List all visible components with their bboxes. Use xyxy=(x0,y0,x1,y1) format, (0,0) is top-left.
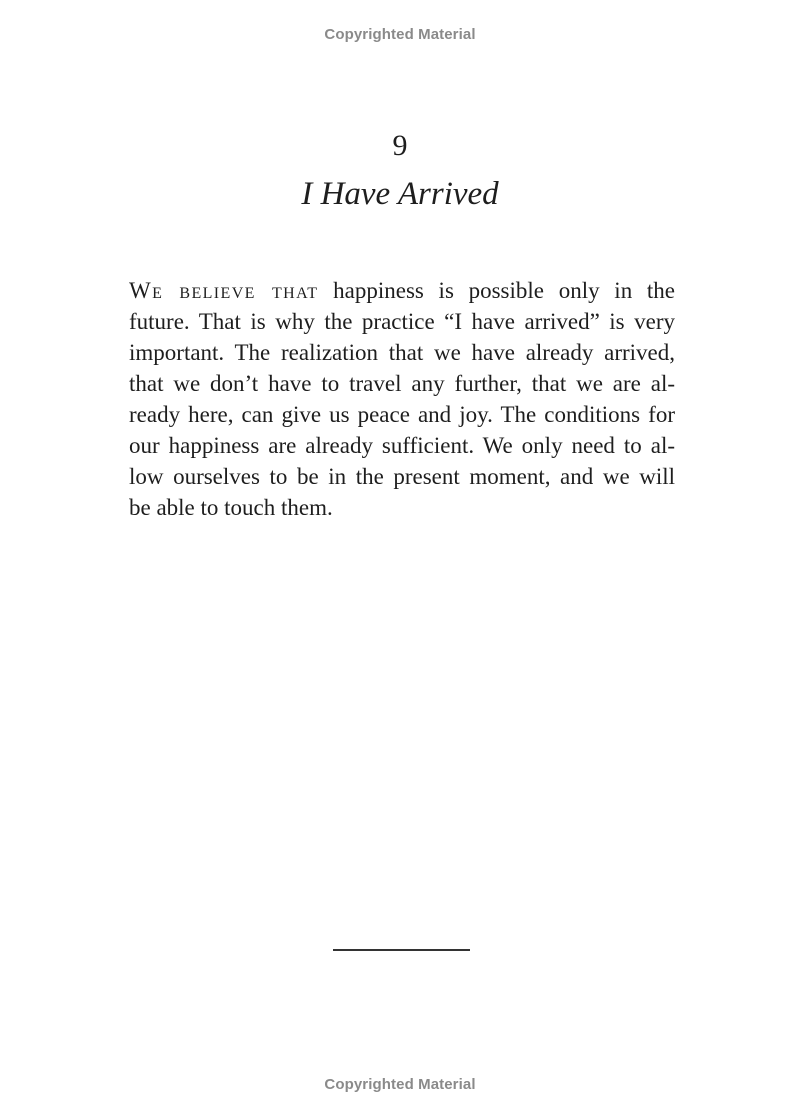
chapter-number: 9 xyxy=(392,129,408,162)
body-line-4: that we don’t have to travel any further, that we are al- xyxy=(129,371,675,396)
copyright-watermark-top: Copyrighted Material xyxy=(324,26,476,43)
body-line-7: low ourselves to be in the present moment, and we will xyxy=(129,464,675,489)
lead-in-small-caps: We believe that xyxy=(129,278,319,303)
body-line-3: important. The realization that we have already arrived, xyxy=(129,340,675,365)
footer-divider-rule xyxy=(333,949,470,951)
chapter-body-paragraph xyxy=(129,275,675,523)
body-line-2: future. That is why the practice “I have arrived” is very xyxy=(129,309,675,334)
body-line-6: our happiness are already sufficient. We only need to al- xyxy=(129,433,675,458)
chapter-title: I Have Arrived xyxy=(301,176,499,212)
body-line-5: ready here, can give us peace and joy. The conditions for xyxy=(129,402,675,427)
body-line-1 xyxy=(129,275,675,306)
body-line-1-text: happiness is possible only in the xyxy=(318,278,675,303)
body-line-8: be able to touch them. xyxy=(129,495,333,520)
copyright-watermark-bottom: Copyrighted Material xyxy=(324,1076,476,1093)
